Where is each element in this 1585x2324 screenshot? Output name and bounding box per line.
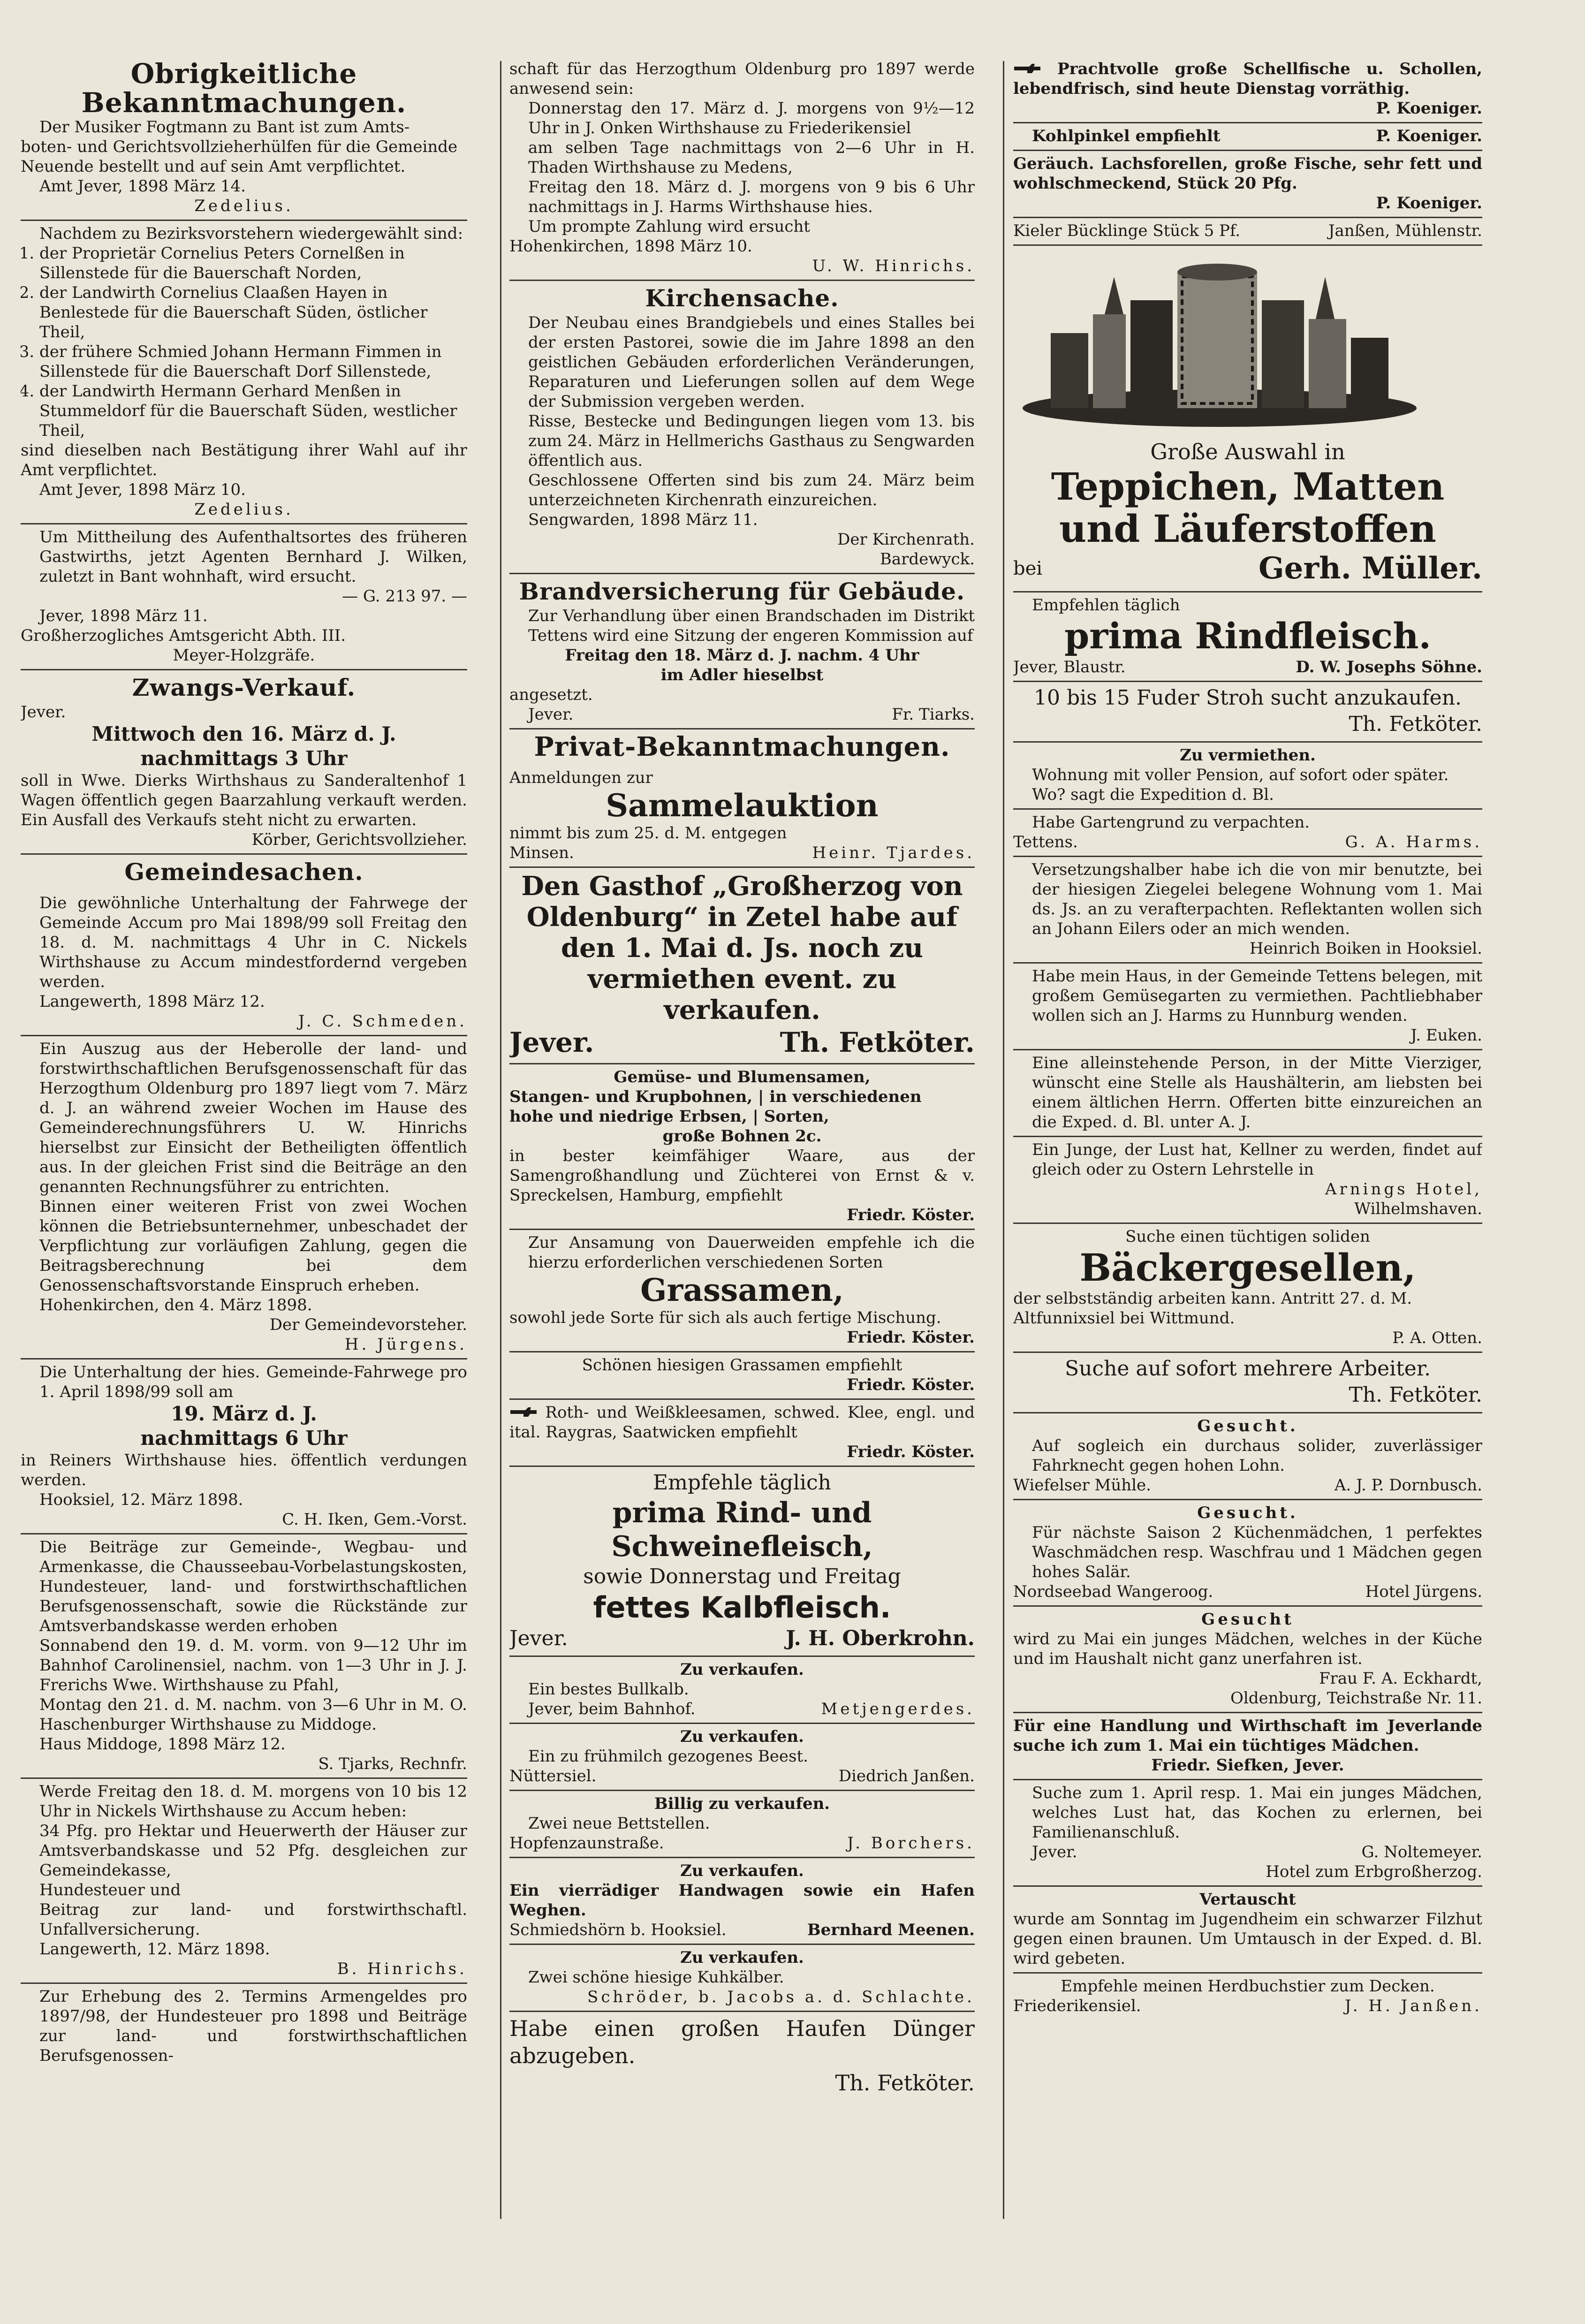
section-heading: Kirchensache. (645, 284, 839, 312)
ad-text: Geräuch. Lachsforellen, große Fische, sehr fett und wohlschmeckend, Stück 20 Pfg. (1013, 154, 1482, 193)
ad-manure (509, 2012, 975, 2100)
ad-signature: Friedr. Köster. (847, 1375, 975, 1394)
column-2 (509, 56, 975, 2233)
notice-place-bold: im Adler hieselbst (660, 666, 824, 684)
ad-signature: Hotel zum Erbgroßherzog. (1266, 1862, 1482, 1881)
ad-apartment-sublet (1013, 857, 1482, 964)
ad-wanted-2 (1013, 1500, 1482, 1607)
ad-headline: Bäckergesellen, (1079, 1246, 1416, 1290)
ad-text: Kieler Bücklinge Stück 5 Pf. (1013, 221, 1241, 240)
ad-text: Für nächste Saison 2 Küchenmädchen, 1 perfektes Waschmädchen resp. Waschfrau und 1 Mädchen gegen hohes Salär. (1032, 1523, 1482, 1581)
section-heading: Zwangs-Verkauf. (132, 674, 356, 701)
notice-text: Um Mittheilung des Aufenthaltsortes des früheren Gastwirths, jetzt Agenten Bernhard J. Wilken, zuletzt in Bant wohnhaft, wird ersucht. (39, 528, 467, 586)
ad-text: sowie Donnerstag und Freitag (583, 1565, 901, 1588)
notice-date: Langewerth, 1898 März 12. (39, 992, 265, 1011)
column-3 (1013, 56, 1482, 2233)
notice-poor-tax (21, 1984, 467, 2069)
appointee-list (21, 243, 467, 440)
ad-headline: Den Gasthof „Großherzog von Oldenburg“ in Zetel habe auf den 1. Mai d. Js. noch zu vermiethen event. zu verkaufen. (521, 871, 963, 1025)
signature-row (509, 1625, 975, 1652)
notice-text: Risse, Bestecke und Bedingungen liegen vom 13. bis zum 24. März in Hellmerichs Gasthaus zu Sengwarden öffentlich aus. (528, 412, 975, 470)
notice-date: Sengwarden, 1898 März 11. (528, 510, 758, 529)
notice-court: Großherzogliches Amtsgericht Abth. III. (21, 626, 346, 645)
list-item: 2. der Landwirth Cornelius Claaßen Hayen in Benlestede für die Bauerschaft Süden, östlicher Theil, (39, 283, 467, 342)
notice-time-bold: nachmittags 6 Uhr (140, 1427, 348, 1450)
ad-text: Empfehle täglich (653, 1471, 831, 1495)
signature-row (509, 1833, 975, 1853)
ad-place: Nordseebad Wangeroog. (1013, 1582, 1213, 1601)
ad-signature: Th. Fetköter. (1349, 1383, 1482, 1407)
notice-reference: — G. 213 97. — (342, 587, 467, 606)
ad-item: Stangen- und Krupbohnen, | in verschiedenen (509, 1087, 922, 1106)
signature-row (509, 1920, 975, 1940)
notice-signature: S. Tjarks, Rechnfr. (318, 1754, 467, 1773)
ad-garden-land (1013, 810, 1482, 857)
notice-date: Jever, 1898 März 11. (39, 607, 208, 625)
notice-continued (509, 56, 975, 281)
notice-place: Jever. (528, 705, 574, 724)
ad-headline: prima Rind- und Schweinefleisch, (611, 1496, 873, 1563)
ad-text: in bester keimfähiger Waare, aus der Samengroßhandlung und Züchterei von Ernst & v. Spreckelsen, Hamburg, empfiehlt (509, 1147, 975, 1205)
ad-headline: Teppichen, Matten (1051, 464, 1445, 509)
signature-row (1013, 1996, 1482, 2016)
ad-text: Zwei schöne hiesige Kuhkälber. (528, 1968, 784, 1987)
list-item: 1. der Proprietär Cornelius Peters Cornelßen in Sillenstede für die Bauerschaft Norden, (39, 243, 467, 283)
ad-waiter-apprentice (1013, 1137, 1482, 1224)
ad-text: Ein Junge, der Lust hat, Kellner zu werden, findet auf gleich oder zu Ostern Lehrstelle in (1032, 1140, 1482, 1179)
signature-row (509, 843, 975, 863)
ad-signature: J. H. Janßen. (1344, 1997, 1482, 2015)
notice-date: Langewerth, 12. März 1898. (39, 1940, 270, 1959)
ad-to-let (1013, 743, 1482, 810)
ad-text: Empfehle meinen Herdbuchstier zum Decken. (1061, 1977, 1435, 1996)
ad-signature: Diedrich Janßen. (838, 1767, 975, 1785)
ad-signature: G. A. Harms. (1345, 833, 1482, 851)
ad-fish-2 (1013, 123, 1482, 151)
ad-text: Kohlpinkel empfiehlt (1032, 127, 1221, 145)
ad-collective-auction (509, 765, 975, 868)
ad-text: Versetzungshalber habe ich die von mir benutzte, bei der hiesigen Ziegelei belegene Wohnung vom 1. Mai ds. Js. an zu verafterpachten. Reflektanten wollen sich an Johann Eilers oder an mich wenden. (1032, 860, 1482, 938)
ad-text: Zur Ansamung von Dauerweiden empfehle ich die hierzu erforderlichen verschiedenen Sorten (528, 1233, 975, 1272)
notice-time-bold: nachmittags 3 Uhr (140, 747, 348, 770)
ad-text: Wohnung mit voller Pension, auf sofort oder später. (1032, 766, 1449, 784)
ad-signature: G. Noltemeyer. (1361, 1843, 1482, 1861)
ad-signature: Friedr. Köster. (847, 1328, 975, 1347)
ad-heading: Vertauscht (1199, 1890, 1296, 1909)
ad-text: 10 bis 15 Fuder Stroh sucht anzukaufen. (1033, 686, 1462, 710)
notice-signature: Fr. Tiarks. (892, 705, 975, 724)
ad-heading: Zu vermiethen. (1180, 746, 1316, 765)
ad-signature: Friedr. Siefken, Jever. (1151, 1756, 1344, 1775)
ad-text: Auf sogleich ein durchaus solider, zuverlässiger Fahrknecht gegen hohen Lohn. (1032, 1436, 1482, 1475)
notice-text: Binnen einer weiteren Frist von zwei Wochen können die Betriebsunternehmer, unbeschadet der Verpflichtung zur vorläufigen Zahlung, gegen die Beitragsberechnung bei dem Genossenschaftsvorstande Einspruch erheben. (39, 1197, 467, 1295)
ad-signature: J. Euken. (1411, 1026, 1482, 1045)
notice-date: Amt Jever, 1898 März 14. (39, 177, 246, 196)
ad-text: wird zu Mai ein junges Mädchen, welches in der Küche und im Haushalt nicht ganz unerfahren ist. (1013, 1630, 1482, 1668)
ad-housekeeper (1013, 1050, 1482, 1137)
ad-house-to-let (1013, 964, 1482, 1050)
signature-row (1013, 657, 1482, 677)
ad-wanted-3 (1013, 1607, 1482, 1713)
ad-stud-bull (1013, 1974, 1482, 2020)
ad-for-sale-4 (509, 1858, 975, 1945)
notice-text: am selben Tage nachmittags von 2—6 Uhr in H. Thaden Wirthshause zu Medens, (528, 138, 975, 177)
ad-item: hohe und niedrige Erbsen, | Sorten, (509, 1107, 829, 1126)
ad-text: Suche auf sofort mehrere Arbeiter. (1064, 1357, 1431, 1381)
ad-place: Minsen. (509, 843, 574, 862)
notice-district-heads (21, 221, 467, 524)
ad-signature: Janßen, Mühlenstr. (1328, 221, 1482, 240)
notice-date: Hohenkirchen, den 4. März 1898. (39, 1296, 312, 1314)
signature-row (1013, 1582, 1482, 1602)
signature-row (1013, 221, 1482, 241)
ad-text: Große Auswahl in (1150, 439, 1345, 464)
municipal-section (21, 855, 467, 890)
pointing-hand-icon (509, 1406, 538, 1418)
ad-text: Prachtvolle große Schellfische u. Schollen, lebendfrisch, sind heute Dienstag vorräthig. (1013, 60, 1482, 98)
notice-text: Geschlossene Offerten sind bis zum 24. März beim unterzeichneten Kirchenrath einzureichen. (528, 471, 975, 509)
notice-text: Ein Auszug aus der Heberolle der land- und forstwirthschaftlichen Berufsgenossenschaft für das Herzogthum Oldenburg pro 1897 liegt vom 7. März d. J. an während zweier Wochen im Hause des Gemeinderechnungsführers U. W. Hinrichs hierselbst zur Einsicht der Betheiligten öffentlich aus. In der gleichen Frist sind die Beiträge an den genannten Rechnungsführer zu entrichten. (39, 1040, 467, 1196)
list-item: 3. der frühere Schmied Johann Hermann Fimmen in Sillenstede für die Bauerschaft Dorf Sillenstede, (39, 342, 467, 381)
ad-text: Wo? sagt die Expedition d. Bl. (1032, 785, 1274, 804)
notice-whereabouts (21, 524, 467, 670)
ad-text: bei (1013, 558, 1043, 579)
notice-text: soll in Wwe. Dierks Wirthshaus zu Sanderaltenhof 1 Wagen öffentlich gegen Baarzahlung verkauft werden. Ein Ausfall des Verkaufs steht nicht zu erwarten. (21, 771, 467, 829)
ad-place: Jever, Blaustr. (1013, 658, 1126, 676)
ad-place: Nüttersiel. (509, 1767, 597, 1785)
notice-signature: Bardewyck. (880, 550, 975, 569)
ad-signature: Hotel Jürgens. (1365, 1582, 1482, 1601)
ad-signature: Schröder, b. Jacobs a. d. Schlachte. (587, 1988, 975, 2006)
notice-signature: J. C. Schmeden. (298, 1012, 467, 1031)
ad-signature: Frau F. A. Eckhardt, (1319, 1669, 1482, 1688)
ad-signature: J. Borchers. (847, 1834, 975, 1853)
ad-text: Habe einen großen Haufen Dünger abzugeben. (509, 2016, 975, 2068)
notice-date-bold: Freitag den 18. März d. J. nachm. 4 Uhr (565, 646, 919, 665)
ad-heading: Zu verkaufen. (680, 1660, 804, 1679)
ad-headline: fettes Kalbfleisch. (593, 1590, 891, 1625)
ad-signature: Heinr. Tjardes. (812, 843, 975, 862)
ad-place: Jever. (509, 1026, 594, 1058)
signature-row (1013, 1842, 1482, 1862)
notice-date: Amt Jever, 1898 März 10. (39, 480, 246, 499)
forced-sale-notice (21, 670, 467, 855)
ad-signature: Bernhard Meenen. (807, 1921, 975, 1939)
ad-signature: Th. Fetköter. (835, 2070, 975, 2096)
notice-signature: Meyer-Holzgräfe. (173, 646, 315, 665)
signature-row (509, 1025, 975, 1059)
ad-signature: P. Koeniger. (1376, 127, 1482, 145)
ad-text: wurde am Sonntag im Jugendheim ein schwarzer Filzhut gegen einen braunen. Um Umtausch in der Exped. d. Bl. wird gebeten. (1013, 1910, 1482, 1968)
ad-beef (1013, 592, 1482, 682)
notice-text: 34 Pfg. pro Hektar und Heuerwerth der Häuser zur Amtsverbandskasse und 52 Pfg. desgleichen zur Gemeindekasse, (39, 1822, 467, 1880)
ad-place: Schmiedshörn b. Hooksiel. (509, 1921, 727, 1939)
notice-signature: U. W. Hinrichs. (812, 257, 975, 275)
ad-for-sale-2 (509, 1724, 975, 1791)
ad-headline: prima Rindfleisch. (1064, 615, 1431, 657)
ad-heading: Gesucht. (1197, 1504, 1298, 1522)
notice-text: Hundesteuer und (39, 1881, 181, 1899)
ad-text: Habe mein Haus, in der Gemeinde Tettens belegen, mit großem Gemüsegarten zu vermiethen. Pachtliebhaber wollen sich an J. Harms zu Hunnburg wenden. (1032, 967, 1482, 1025)
ad-for-sale-1 (509, 1657, 975, 1724)
notice-date: Haus Middoge, 1898 März 12. (39, 1735, 286, 1754)
ad-straw (1013, 682, 1482, 743)
notice-text: Sonnabend den 19. d. M. vorm. von 9—12 Uhr im Bahnhof Carolinensiel, nachm. von 1—3 Uhr in J. J. Frerichs Wwe. Wirthshause zu Pfahl, (39, 1636, 467, 1694)
ad-fish-1 (1013, 56, 1482, 123)
ad-text: Anmeldungen zur (509, 768, 653, 787)
private-notices-heading (509, 729, 975, 765)
ad-text: Suche einen tüchtigen soliden (1125, 1227, 1370, 1246)
notice-text: schaft für das Herzogthum Oldenburg pro 1897 werde anwesend sein: (509, 60, 975, 98)
signature-row (1013, 1475, 1482, 1495)
ad-cook-apprentice (1013, 1780, 1482, 1887)
notice-text: Der Neubau eines Brandgiebels und eines Stalles bei der ersten Pastorei, sowie die im Jahre 1898 an den geistlichen Gebäuden erforderlichen Veränderungen, Reparaturen und Lieferungen sollen auf dem Wege der Submission vergeben werden. (528, 313, 975, 411)
notice-role: Der Gemeindevorsteher. (269, 1315, 467, 1334)
pointing-hand-icon (1013, 63, 1041, 74)
notice-signature: B. Hinrichs. (337, 1959, 467, 1978)
notice-text: in Reiners Wirthshause hies. öffentlich verdungen werden. (21, 1451, 467, 1489)
ad-text: der selbstständig arbeiten kann. Antritt 27. d. M. (1013, 1289, 1412, 1308)
section-heading: Gemeindesachen. (124, 858, 364, 886)
signature-row (509, 705, 975, 724)
ad-heading: Billig zu verkaufen. (654, 1794, 830, 1813)
ad-place: Jever. (509, 1626, 568, 1650)
notice-text: Zur Erhebung des 2. Termins Armengeldes pro 1897/98, der Hundesteuer pro 1898 und Beiträge zur land- und forstwirthschaftlichen Berufsgenossen- (39, 1987, 467, 2065)
signature-row (1013, 126, 1482, 146)
ad-place: Jever. (1032, 1843, 1077, 1861)
ad-text: Ein bestes Bullkalb. (528, 1680, 689, 1699)
ad-signature: P. Koeniger. (1376, 99, 1482, 118)
ad-heading: Zu verkaufen. (680, 1948, 804, 1967)
ad-carpets (1013, 246, 1482, 592)
ad-signature: Wilhelmshaven. (1354, 1200, 1482, 1218)
ad-workers (1013, 1353, 1482, 1413)
ad-maid-jever (1013, 1713, 1482, 1780)
church-notice (509, 281, 975, 574)
ad-heading: Gesucht. (1197, 1417, 1298, 1435)
notice-text: Donnerstag den 17. März d. J. morgens von 9½—12 Uhr in J. Onken Wirthshause zu Friederikensiel (528, 99, 975, 137)
notice-contributions (21, 1534, 467, 1779)
ad-signature: J. H. Oberkrohn. (786, 1626, 975, 1650)
ad-headline: Sammelauktion (606, 787, 879, 824)
ad-clover-seed (509, 1400, 975, 1467)
ad-text: Empfehlen täglich (1032, 596, 1180, 615)
notice-text: sind dieselben nach Bestätigung ihrer Wahl auf ihr Amt verpflichtet. (21, 441, 467, 479)
ad-hat-exchanged (1013, 1887, 1482, 1974)
ad-grass-seed (509, 1230, 975, 1352)
ad-headline: und Läuferstoffen (1059, 507, 1436, 551)
ad-place: Friederikensiel. (1013, 1997, 1141, 2015)
ad-signature: P. Koeniger. (1376, 194, 1482, 213)
notice-signature: Zedelius. (194, 500, 294, 519)
notice-date-bold: 19. März d. J. (171, 1402, 317, 1425)
column-rule-1 (500, 61, 501, 2219)
ad-place: Hopfenzaunstraße. (509, 1834, 664, 1853)
notice-text: Der Musiker Fogtmann zu Bant ist zum Amts- (39, 118, 410, 137)
ad-text: nimmt bis zum 25. d. M. entgegen (509, 824, 787, 843)
column-1 (21, 56, 467, 2233)
ad-text: Altfunnixsiel bei Wittmund. (1013, 1309, 1235, 1328)
notice-text: Montag den 21. d. M. nachm. von 3—6 Uhr in M. O. Haschenburger Wirthshause zu Middoge. (39, 1695, 467, 1734)
signature-row (1013, 550, 1482, 587)
ad-baker (1013, 1224, 1482, 1353)
ad-text: Ein vierrädiger Handwagen sowie ein Hafen Weghen. (509, 1881, 975, 1920)
ad-signature: P. A. Otten. (1392, 1329, 1482, 1347)
ad-heading: Zu verkaufen. (680, 1727, 804, 1746)
section-heading: Privat-Bekanntmachungen. (534, 731, 950, 762)
notice-place: Hooksiel, 12. März 1898. (39, 1490, 243, 1509)
signature-row (509, 1699, 975, 1719)
notice-text: Beitrag zur land- und forstwirthschaftl. Unfallversicherung. (39, 1900, 467, 1939)
fire-insurance-notice (509, 574, 975, 729)
notice-signature: C. H. Iken, Gem.-Vorst. (282, 1510, 467, 1529)
notice-text: Zur Verhandlung über einen Brandschaden im Distrikt Tettens wird eine Sitzung der engeren Kommission auf (528, 607, 975, 645)
ad-butcher (509, 1467, 975, 1657)
ad-signature: Gerh. Müller. (1258, 551, 1482, 586)
ad-heading: Zu verkaufen. (680, 1861, 804, 1880)
ad-signature: Arnings Hotel, (1325, 1180, 1482, 1199)
ad-fish-3 (1013, 151, 1482, 218)
notice-place: Jever. (21, 703, 66, 722)
ad-text: Ein zu frühmilch gezogenes Beest. (528, 1747, 808, 1766)
signature-row (1013, 832, 1482, 852)
notice-text: Nachdem zu Bezirksvorstehern wiedergewählt sind: (39, 224, 463, 243)
official-notices-section (21, 56, 467, 221)
ad-signature: Heinrich Boiken in Hooksiel. (1249, 939, 1482, 958)
notice-collection (21, 1779, 467, 1984)
ad-text: Zwei neue Bettstellen. (528, 1814, 710, 1833)
ad-signature: Friedr. Köster. (847, 1206, 975, 1224)
notice-text: Die Unterhaltung der hies. Gemeinde-Fahrwege pro 1. April 1898/99 soll am (39, 1363, 467, 1401)
notice-text: Neuende bestellt und auf sein Amt verpflichtet. (21, 157, 406, 176)
ad-text: Schönen hiesigen Grassamen empfiehlt (582, 1356, 902, 1375)
ad-signature: A. J. P. Dornbusch. (1334, 1476, 1482, 1495)
notice-text: Freitag den 18. März d. J. morgens von 9 bis 6 Uhr nachmittags in J. Harms Wirthshause hies. (528, 178, 975, 216)
ad-for-sale-3 (509, 1791, 975, 1858)
notice-text: Die gewöhnliche Unterhaltung der Fahrwege der Gemeinde Accum pro Mai 1898/99 soll Freitag den 18. d. M. nachmittags 4 Uhr in C. Nickels Wirthshause zu Accum mindestfordernd vergeben werden. (39, 894, 467, 991)
ad-wanted-1 (1013, 1413, 1482, 1500)
notice-text: Die Beiträge zur Gemeinde-, Wegbau- und Armenkasse, die Chausseebau-Vorbelastungskosten, Hundesteuer, land- und forstwirthschaftlichen Berufsgenossenschaft, sowie die Rückstände zur Amtsverbandskasse werden erhoben (39, 1538, 467, 1635)
ad-text: Roth- und Weißkleesamen, schwed. Klee, engl. und ital. Raygras, Saatwicken empfiehlt (509, 1403, 975, 1442)
ad-local-grass-seed (509, 1352, 975, 1400)
ad-signature: D. W. Josephs Söhne. (1296, 658, 1482, 676)
notice-road-maintenance (21, 890, 467, 1036)
ad-signature: Friedr. Köster. (847, 1443, 975, 1461)
ad-signature: Metjengerdes. (821, 1700, 975, 1718)
column-rule-2 (1003, 61, 1004, 2219)
ad-signature: Th. Fetköter. (780, 1026, 975, 1058)
ad-item: große Bohnen 2c. (662, 1127, 822, 1146)
ad-item: Gemüse- und Blumensamen, (614, 1068, 871, 1086)
notice-signature: Zedelius. (194, 197, 294, 215)
notice-signature: H. Jürgens. (344, 1335, 467, 1354)
ad-for-sale-5 (509, 1945, 975, 2012)
carpet-rolls-illustration (1013, 258, 1426, 427)
ad-text: sowohl jede Sorte für sich als auch fertige Mischung. (509, 1308, 941, 1327)
ad-text: Habe Gartengrund zu verpachten. (1032, 813, 1310, 832)
notice-date: Hohenkirchen, 1898 März 10. (509, 237, 752, 256)
ad-text: Eine alleinstehende Person, in der Mitte Vierziger, wünscht eine Stelle als Haushälterin, am liebsten bei einem ältlichen Herrn. Offerten bitte einzureichen an die Exped. d. Bl. unter A. J. (1032, 1054, 1482, 1132)
notice-role: Der Kirchenrath. (837, 530, 975, 549)
notice-text: Um prompte Zahlung wird ersucht (528, 217, 810, 236)
ad-signature: Oldenburg, Teichstraße Nr. 11. (1230, 1689, 1482, 1708)
ad-signature: Th. Fetköter. (1349, 712, 1482, 736)
ad-guesthouse (509, 868, 975, 1064)
ad-text: Suche zum 1. April resp. 1. Mai ein junges Mädchen, welches Lust hat, das Kochen zu erlernen, bei Familienanschluß. (1032, 1784, 1482, 1842)
notice-tax-roll (21, 1036, 467, 1359)
notice-signature: Körber, Gerichtsvollzieher. (251, 830, 467, 849)
section-heading: Obrigkeitliche Bekanntmachungen. (81, 58, 407, 119)
ad-seeds (509, 1064, 975, 1230)
ad-heading: Gesucht (1201, 1610, 1294, 1629)
notice-text: boten- und Gerichtsvollzieherhülfen für die Gemeinde (21, 137, 458, 156)
list-item: 4. der Landwirth Hermann Gerhard Menßen in Stummeldorf für die Bauerschaft Süden, westlicher Theil, (39, 381, 467, 440)
ad-place: Wiefelser Mühle. (1013, 1476, 1151, 1495)
signature-row (509, 1766, 975, 1786)
ad-place: Jever, beim Bahnhof. (528, 1700, 696, 1718)
ad-place: Tettens. (1013, 833, 1078, 851)
ad-kippers (1013, 218, 1482, 246)
section-heading: Brandversicherung für Gebäude. (519, 577, 965, 605)
ad-headline: Grassamen, (640, 1272, 844, 1308)
ad-text: Für eine Handlung und Wirthschaft im Jeverlande suche ich zum 1. Mai ein tüchtiges Mädchen. (1013, 1716, 1482, 1755)
notice-date-bold: Mittwoch den 16. März d. J. (91, 722, 396, 745)
notice-road-contract (21, 1359, 467, 1534)
notice-text: Werde Freitag den 18. d. M. morgens von 10 bis 12 Uhr in Nickels Wirthshause zu Accum heben: (39, 1782, 467, 1821)
notice-text: angesetzt. (509, 685, 593, 704)
